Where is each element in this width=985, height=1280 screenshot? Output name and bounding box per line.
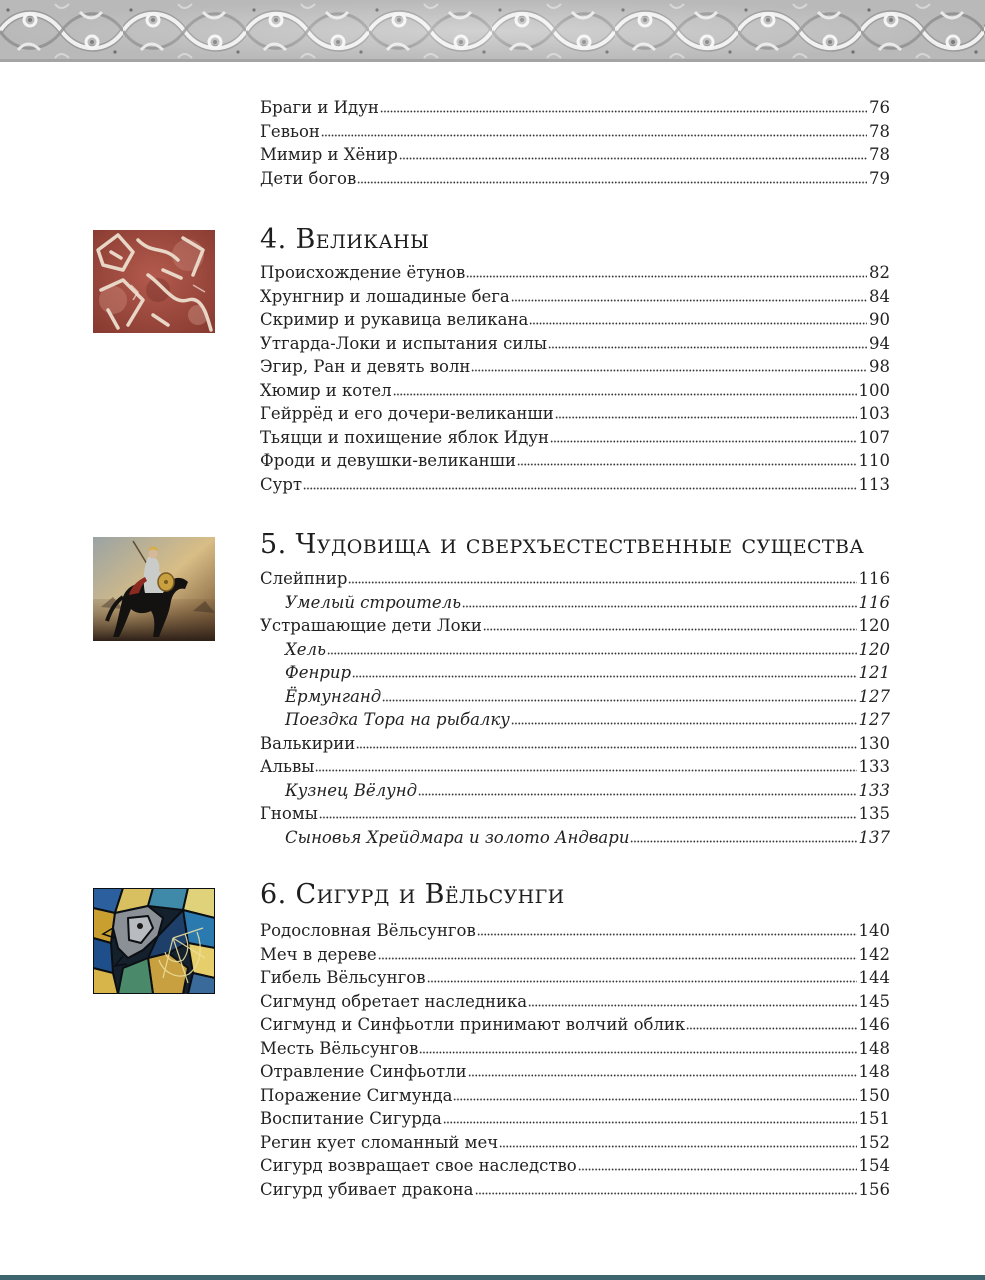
dot-leader — [327, 652, 856, 655]
toc-entry-page: 133 — [858, 757, 890, 777]
toc-entry-title: Поражение Сигмунда — [260, 1085, 453, 1105]
toc-entry-page: 150 — [858, 1085, 890, 1105]
dot-leader — [462, 605, 856, 608]
toc-entry-page: 146 — [858, 1015, 890, 1035]
toc-entry-page: 151 — [858, 1109, 890, 1129]
toc-entry-title: Гейррёд и его дочери-великанши — [260, 404, 554, 424]
toc-entry-title: Сигурд возвращает свое наследство — [260, 1156, 577, 1176]
dot-leader — [477, 933, 857, 936]
toc-entry-title: Валькирии — [260, 733, 356, 753]
toc-subentry — [260, 638, 890, 662]
toc-entry-title: Дети богов — [260, 168, 357, 188]
toc-entry-page: 78 — [869, 121, 890, 141]
toc-entry-title: Утгарда-Локи и испытания силы — [260, 333, 548, 353]
section-heading: 4. Великаны — [260, 224, 430, 255]
toc-entry-title: Происхождение ётунов — [260, 263, 466, 283]
toc-entry-page: 84 — [869, 286, 890, 306]
section-heading: 6. Сигурд и Вёльсунги — [260, 879, 565, 910]
toc-entry-title: Сигмунд обретает наследника — [260, 991, 528, 1011]
toc-subentry — [260, 685, 890, 709]
toc-entry-title: Кузнец Вёлунд — [285, 780, 418, 800]
toc-entry-page: 120 — [858, 616, 890, 636]
toc-entry — [260, 1131, 890, 1155]
toc-entry-page: 94 — [869, 333, 890, 353]
toc-entry-page: 127 — [858, 686, 890, 706]
dot-leader — [321, 134, 867, 137]
toc-entry — [260, 379, 890, 403]
toc-entry-title: Тьяцци и похищение яблок Идун — [260, 427, 550, 447]
dot-leader — [550, 440, 856, 443]
section-6-illustration — [93, 888, 215, 994]
toc-entry — [260, 1084, 890, 1108]
toc-entry-title: Поездка Тора на рыбалку — [285, 710, 510, 730]
toc-entry-page: 103 — [858, 404, 890, 424]
dot-leader — [380, 110, 867, 113]
toc-entry-title: Меч в дереве — [260, 944, 377, 964]
dot-leader — [418, 793, 856, 796]
toc-entry-title: Воспитание Сигурда — [260, 1109, 442, 1129]
toc-entry-page: 130 — [858, 733, 890, 753]
toc-entry-page: 79 — [869, 168, 890, 188]
toc-entry-title: Фенрир — [285, 663, 352, 683]
toc-entry-title: Сигмунд и Синфьотли принимают волчий облик — [260, 1015, 686, 1035]
toc-entry-page: 127 — [858, 710, 890, 730]
toc-entry-title: Сурт — [260, 474, 303, 494]
toc-entry-title: Сыновья Хрейдмара и золото Андвари — [285, 827, 630, 847]
toc-subentry — [260, 661, 890, 685]
toc-entry — [260, 402, 890, 426]
toc-entry-page: 140 — [858, 921, 890, 941]
toc-subentry — [260, 591, 890, 615]
dot-leader — [578, 1168, 857, 1171]
dot-leader — [529, 322, 867, 325]
dot-leader — [453, 1098, 856, 1101]
dot-leader — [352, 675, 856, 678]
toc-entry — [260, 308, 890, 332]
dot-leader — [528, 1004, 856, 1007]
toc-entry-page: 154 — [858, 1156, 890, 1176]
toc-entry — [260, 332, 890, 356]
dot-leader — [511, 299, 867, 302]
dot-leader — [517, 463, 857, 466]
toc-entry-title: Браги и Идун — [260, 98, 379, 118]
toc-entry — [260, 426, 890, 450]
toc-entry-page: 107 — [858, 427, 890, 447]
toc-entry — [260, 261, 890, 285]
toc-entry — [260, 919, 890, 943]
footer-rule — [0, 1275, 985, 1280]
toc-entry-page: 137 — [858, 827, 890, 847]
dot-leader — [348, 581, 856, 584]
toc-entry-title: Родословная Вёльсунгов — [260, 921, 476, 941]
toc-entry — [260, 1013, 890, 1037]
toc-entry — [260, 285, 890, 309]
section-4-entries — [260, 261, 890, 496]
dot-leader — [499, 1145, 856, 1148]
toc-entry-page: 133 — [858, 780, 890, 800]
toc-entry-title: Мимир и Хёнир — [260, 145, 398, 165]
toc-entry-title: Месть Вёльсунгов — [260, 1038, 419, 1058]
toc-entry — [260, 1060, 890, 1084]
toc-entry-page: 120 — [858, 639, 890, 659]
dot-leader — [315, 769, 856, 772]
toc-entry-title: Регин кует сломанный меч — [260, 1132, 499, 1152]
toc-entry-title: Фроди и девушки-великанши — [260, 451, 516, 471]
toc-entry — [260, 449, 890, 473]
toc-entry-title: Эгир, Ран и девять волн — [260, 357, 471, 377]
dot-leader — [475, 1192, 857, 1195]
dot-leader — [393, 393, 857, 396]
dot-leader — [378, 957, 857, 960]
toc-entry-title: Слейпнир — [260, 569, 348, 589]
toc-entry-page: 156 — [858, 1179, 890, 1199]
toc-subentry — [260, 779, 890, 803]
toc-entry-title: Умелый строитель — [285, 592, 462, 612]
toc-entry-page: 116 — [858, 569, 890, 589]
dot-leader — [511, 722, 857, 725]
toc-entry-page: 152 — [858, 1132, 890, 1152]
toc-entry — [260, 990, 890, 1014]
toc-entry-page: 145 — [858, 991, 890, 1011]
toc-entry-title: Сигурд убивает дракона — [260, 1179, 474, 1199]
dot-leader — [443, 1121, 857, 1124]
toc-subentry — [260, 826, 890, 850]
toc-entry — [260, 943, 890, 967]
toc-entry-title: Хель — [285, 639, 327, 659]
toc-entry-page: 110 — [858, 451, 890, 471]
toc-entry — [260, 802, 890, 826]
header-ornament-band — [0, 0, 985, 62]
dot-leader — [356, 746, 856, 749]
toc-entry — [260, 120, 890, 144]
toc-entry-page: 148 — [858, 1038, 890, 1058]
toc-entry — [260, 614, 890, 638]
dot-leader — [483, 628, 857, 631]
toc-entry-title: Гномы — [260, 804, 318, 824]
section-5-entries — [260, 567, 890, 849]
toc-entry — [260, 1154, 890, 1178]
section-heading: 5. Чудовища и сверхъестественные существа — [260, 529, 865, 560]
dot-leader — [303, 487, 856, 490]
dot-leader — [555, 416, 857, 419]
toc-entry-title: Отравление Синфьотли — [260, 1062, 467, 1082]
toc-entry — [260, 755, 890, 779]
toc-entry — [260, 1178, 890, 1202]
toc-entry-title: Хюмир и котел — [260, 380, 392, 400]
continued-entries — [260, 96, 890, 190]
toc-entry-page: 116 — [858, 592, 890, 612]
toc-entry-title: Гибель Вёльсунгов — [260, 968, 426, 988]
toc-entry — [260, 473, 890, 497]
toc-entry — [260, 167, 890, 191]
toc-entry-page: 135 — [858, 804, 890, 824]
toc-entry — [260, 567, 890, 591]
toc-entry-page: 121 — [858, 663, 890, 683]
toc-entry-page: 144 — [858, 968, 890, 988]
toc-entry — [260, 1107, 890, 1131]
dot-leader — [466, 275, 867, 278]
toc-entry-page: 82 — [869, 263, 890, 283]
dot-leader — [399, 157, 867, 160]
dot-leader — [357, 181, 867, 184]
toc-subentry — [260, 708, 890, 732]
toc-entry — [260, 732, 890, 756]
toc-entry-title: Ёрмунганд — [285, 686, 382, 706]
toc-entry — [260, 1037, 890, 1061]
section-6-entries — [260, 919, 890, 1201]
toc-entry-title: Альвы — [260, 757, 315, 777]
toc-entry — [260, 96, 890, 120]
dot-leader — [427, 980, 857, 983]
toc-entry-title: Хрунгнир и лошадиные бега — [260, 286, 510, 306]
toc-entry — [260, 143, 890, 167]
toc-entry — [260, 355, 890, 379]
dot-leader — [382, 699, 856, 702]
dot-leader — [319, 816, 857, 819]
toc-entry-page: 142 — [858, 944, 890, 964]
dot-leader — [468, 1074, 857, 1077]
toc-entry-title: Устрашающие дети Локи — [260, 616, 482, 636]
section-4-illustration — [93, 230, 215, 333]
dot-leader — [471, 369, 867, 372]
dot-leader — [686, 1027, 856, 1030]
toc-entry-title: Гевьон — [260, 121, 320, 141]
dot-leader — [548, 346, 867, 349]
dot-leader — [630, 840, 856, 843]
section-5-illustration — [93, 537, 215, 641]
toc-entry-page: 100 — [858, 380, 890, 400]
toc-entry-title: Скримир и рукавица великана — [260, 310, 529, 330]
toc-entry-page: 148 — [858, 1062, 890, 1082]
toc-entry-page: 78 — [869, 145, 890, 165]
toc-entry — [260, 966, 890, 990]
toc-entry-page: 90 — [869, 310, 890, 330]
toc-entry-page: 76 — [869, 98, 890, 118]
toc-entry-page: 113 — [858, 474, 890, 494]
toc-entry-page: 98 — [869, 357, 890, 377]
dot-leader — [419, 1051, 856, 1054]
